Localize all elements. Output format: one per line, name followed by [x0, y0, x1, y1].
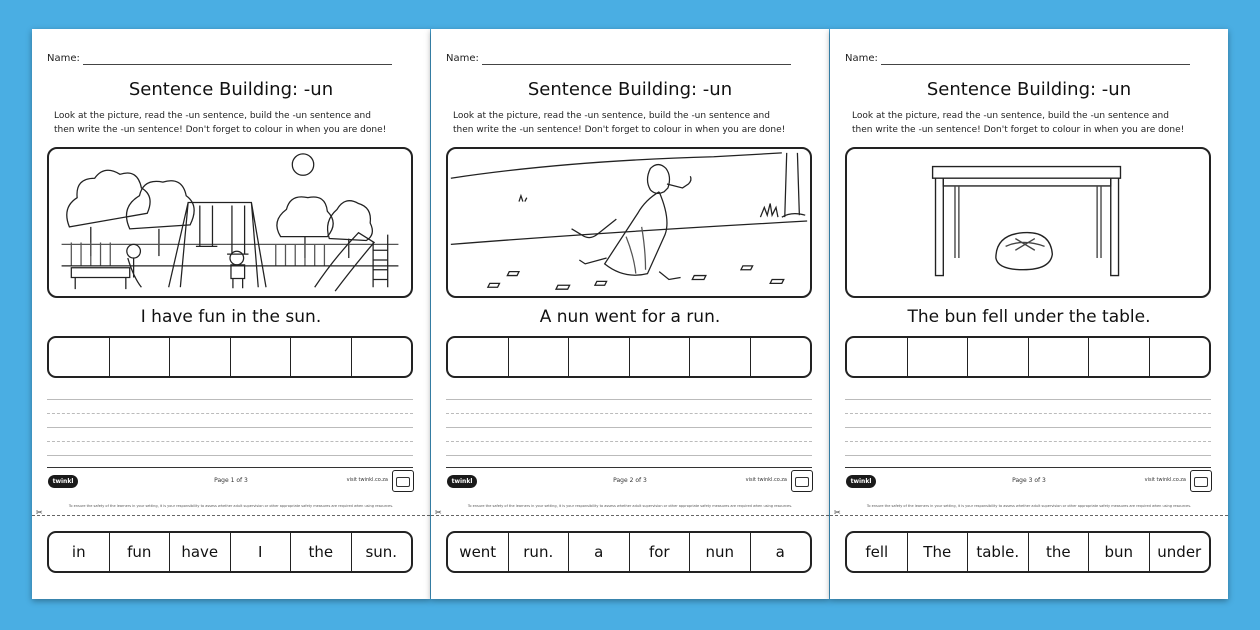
build-box[interactable] [690, 338, 751, 376]
instructions-line-1: Look at the picture, read the -un sentence, build the -un sentence and [852, 111, 1169, 121]
name-label: Name: [845, 53, 878, 64]
word-build-boxes[interactable] [446, 336, 812, 378]
build-box[interactable] [847, 338, 908, 376]
build-box[interactable] [1089, 338, 1150, 376]
word-card[interactable]: for [630, 533, 691, 571]
word-card[interactable]: The [908, 533, 969, 571]
name-field[interactable] [446, 53, 791, 64]
table-legs-drawing [936, 178, 1119, 275]
instructions-line-2: then write the -un sentence! Don't forget to colour in when you are done! [54, 125, 387, 135]
tree-trunk-drawing [782, 153, 805, 217]
build-box[interactable] [110, 338, 171, 376]
page-number: Page 1 of 3 [214, 477, 248, 484]
word-card[interactable]: run. [509, 533, 570, 571]
playground-illustration [49, 149, 411, 296]
website-text: visit twinkl.co.za [745, 477, 787, 483]
website-text: visit twinkl.co.za [346, 477, 388, 483]
writing-guide-line [47, 441, 413, 442]
safety-disclaimer: To ensure the safety of the learners in your setting, it is your responsibility to assess whether adult supervision or other appropriate safety measures are required when using resources. [68, 504, 394, 508]
writing-line[interactable] [47, 427, 413, 428]
nun-running-picture [446, 147, 812, 298]
worksheet-title: Sentence Building: -un [926, 79, 1132, 100]
word-card[interactable]: bun [1089, 533, 1150, 571]
word-card[interactable]: went [448, 533, 509, 571]
instructions-line-1: Look at the picture, read the -un sentence, build the -un sentence and [54, 111, 371, 121]
word-card[interactable]: under [1157, 543, 1202, 561]
writing-line[interactable] [845, 399, 1211, 400]
page-number: Page 3 of 3 [1012, 477, 1046, 484]
nun-running-illustration [448, 149, 810, 296]
quality-badge-icon [392, 470, 414, 492]
bench-drawing [71, 268, 129, 289]
writing-line[interactable] [47, 455, 413, 456]
twinkl-logo: twinkl [846, 475, 876, 488]
name-field[interactable] [47, 53, 392, 64]
build-box[interactable] [170, 338, 231, 376]
safety-disclaimer: To ensure the safety of the learners in your setting, it is your responsibility to assess whether adult supervision or other appropriate safety measures are required when using resources. [866, 504, 1192, 508]
worksheet-title: Sentence Building: -un [128, 79, 334, 100]
instructions [453, 109, 807, 137]
sun-drawing [292, 154, 313, 175]
name-label: Name: [47, 53, 80, 64]
writing-line[interactable] [47, 399, 413, 400]
build-box[interactable] [231, 338, 292, 376]
word-card[interactable]: the [1029, 533, 1090, 571]
word-card[interactable]: nun [690, 533, 751, 571]
cut-line [830, 515, 1228, 516]
scissors-icon: ✂ [36, 508, 43, 517]
writing-line[interactable] [446, 399, 812, 400]
build-box[interactable] [448, 338, 509, 376]
nun-dress-drawing [605, 192, 667, 275]
word-card[interactable]: a [569, 533, 630, 571]
footer-divider [47, 467, 413, 468]
build-box[interactable] [1150, 338, 1210, 376]
word-card[interactable]: in [49, 533, 110, 571]
writing-guide-line [446, 441, 812, 442]
word-build-boxes[interactable] [47, 336, 413, 378]
sentence-text: A nun went for a run. [539, 307, 721, 327]
word-cards [845, 531, 1211, 573]
word-card[interactable]: I [231, 533, 292, 571]
writing-line[interactable] [845, 427, 1211, 428]
instructions [54, 109, 408, 137]
worksheet-page-2 [431, 29, 829, 599]
build-box[interactable] [1029, 338, 1090, 376]
quality-badge-icon [1190, 470, 1212, 492]
word-card[interactable]: have [170, 533, 231, 571]
quality-badge-icon [791, 470, 813, 492]
name-line[interactable] [482, 64, 791, 65]
instructions [852, 109, 1206, 137]
worksheet-page-1 [32, 29, 430, 599]
word-cards [47, 531, 413, 573]
writing-guide-line [446, 413, 812, 414]
page-number: Page 2 of 3 [613, 477, 647, 484]
twinkl-logo: twinkl [447, 475, 477, 488]
twinkl-logo: twinkl [48, 475, 78, 488]
sentence-text: I have fun in the sun. [140, 307, 322, 327]
table-top-drawing [933, 167, 1121, 179]
website-text: visit twinkl.co.za [1144, 477, 1186, 483]
name-line[interactable] [881, 64, 1190, 65]
bun-table-illustration [847, 149, 1209, 296]
word-card[interactable]: sun. [365, 543, 398, 561]
cut-line [32, 515, 430, 516]
word-cards [446, 531, 812, 573]
tree-drawing [67, 170, 150, 227]
word-card[interactable]: fell [847, 533, 908, 571]
name-line[interactable] [83, 64, 392, 65]
word-card[interactable]: the [291, 533, 352, 571]
name-field[interactable] [845, 53, 1190, 64]
playground-picture [47, 147, 413, 298]
build-box[interactable] [751, 338, 811, 376]
build-box[interactable] [569, 338, 630, 376]
scissors-icon: ✂ [834, 508, 841, 517]
bun-under-table-picture [845, 147, 1211, 298]
name-label: Name: [446, 53, 479, 64]
instructions-line-1: Look at the picture, read the -un sentence, build the -un sentence and [453, 111, 770, 121]
build-box[interactable] [908, 338, 969, 376]
sentence-text: The bun fell under the table. [907, 307, 1151, 327]
worksheet-title: Sentence Building: -un [527, 79, 733, 100]
safety-disclaimer: To ensure the safety of the learners in your setting, it is your responsibility to assess whether adult supervision or other appropriate safety measures are required when using resources. [467, 504, 793, 508]
footer-divider [845, 467, 1211, 468]
cut-line [431, 515, 829, 516]
horizon-drawing [451, 153, 782, 178]
writing-guide-line [47, 413, 413, 414]
build-box[interactable] [49, 338, 110, 376]
build-box[interactable] [352, 338, 412, 376]
instructions-line-2: then write the -un sentence! Don't forget to colour in when you are done! [453, 125, 786, 135]
footer-divider [446, 467, 812, 468]
word-card[interactable]: fun [110, 533, 171, 571]
path-edge-drawing [451, 221, 807, 244]
slide-drawing [315, 233, 374, 291]
word-card[interactable]: table. [968, 533, 1029, 571]
writing-line[interactable] [446, 427, 812, 428]
writing-line[interactable] [845, 455, 1211, 456]
nun-head-drawing [647, 165, 669, 194]
scissors-icon: ✂ [435, 508, 442, 517]
bun-drawing [996, 233, 1052, 270]
instructions-line-2: then write the -un sentence! Don't forget to colour in when you are done! [852, 125, 1185, 135]
writing-guide-line [845, 441, 1211, 442]
build-box[interactable] [509, 338, 570, 376]
word-build-boxes[interactable] [845, 336, 1211, 378]
writing-guide-line [845, 413, 1211, 414]
word-card[interactable]: a [775, 543, 785, 561]
writing-line[interactable] [446, 455, 812, 456]
worksheet-page-3 [830, 29, 1228, 599]
build-box[interactable] [630, 338, 691, 376]
build-box[interactable] [968, 338, 1029, 376]
build-box[interactable] [291, 338, 352, 376]
